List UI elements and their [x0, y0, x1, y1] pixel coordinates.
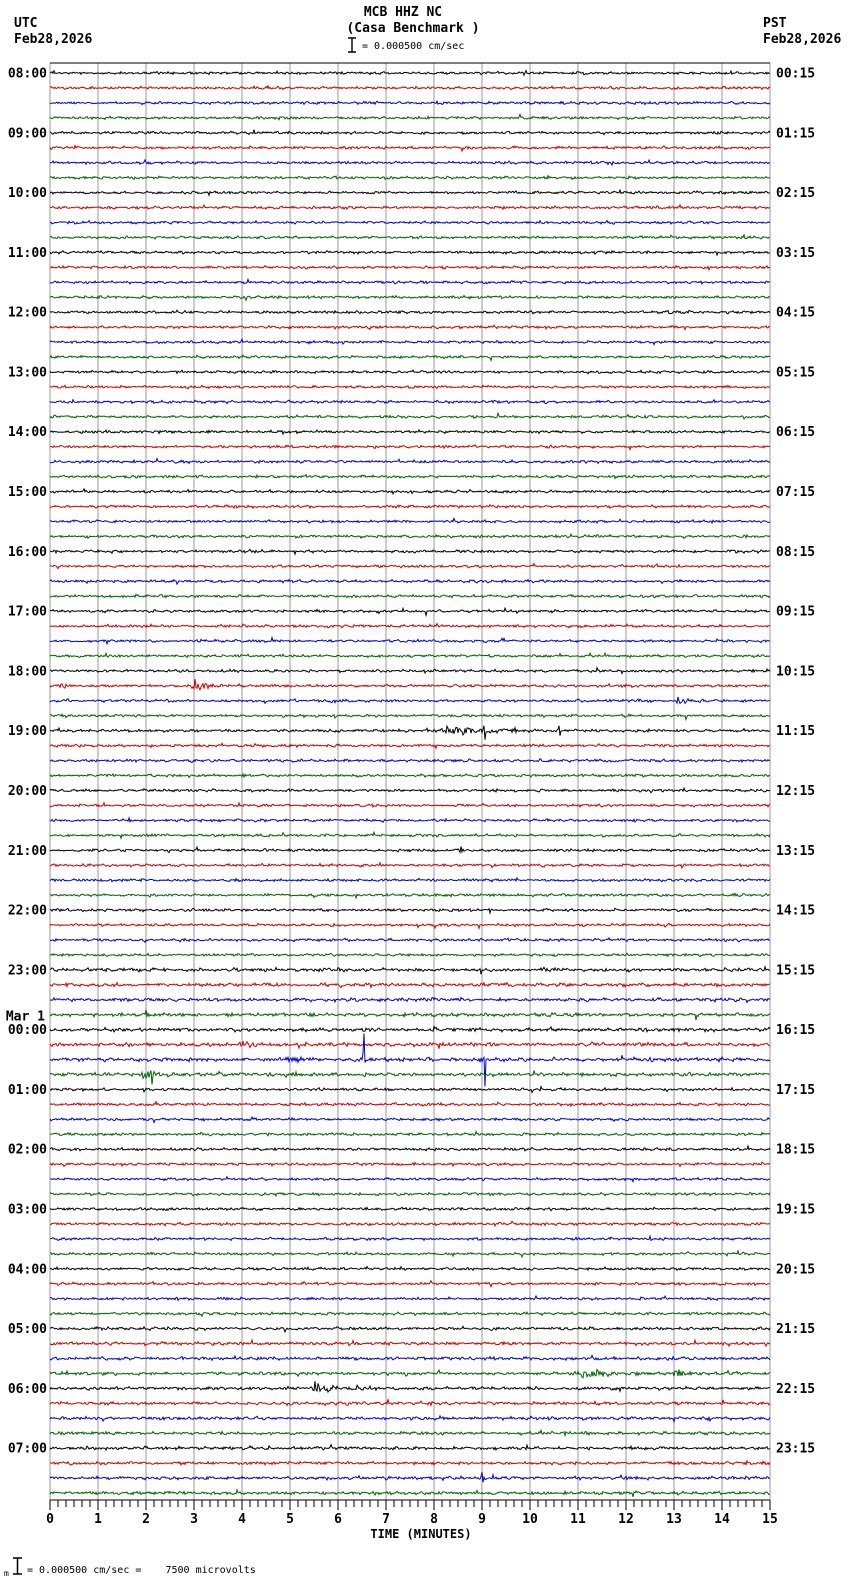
- trace-row-60: [50, 967, 770, 975]
- trace-row-71: [50, 1132, 770, 1136]
- trace-row-4: [50, 130, 770, 135]
- trace-row-9: [50, 205, 770, 209]
- trace-row-14: [50, 279, 770, 284]
- trace-row-79: [50, 1251, 770, 1257]
- pst-hour-label: 16:15: [776, 1023, 816, 1039]
- utc-hour-label: 16:00: [7, 544, 47, 560]
- utc-hour-label: 07:00: [7, 1441, 47, 1457]
- utc-hour-label: 06:00: [7, 1381, 47, 1397]
- trace-row-70: [50, 1117, 770, 1123]
- trace-row-12: [50, 251, 770, 255]
- trace-row-44: [50, 726, 770, 740]
- utc-hour-label: 01:00: [7, 1082, 47, 1098]
- trace-row-27: [50, 475, 770, 479]
- x-tick-label: 1: [94, 1512, 102, 1527]
- trace-row-34: [50, 580, 770, 585]
- utc-hour-label: 04:00: [7, 1262, 47, 1278]
- pst-hour-label: 19:15: [776, 1202, 816, 1218]
- utc-hour-label: 02:00: [7, 1142, 47, 1158]
- pst-hour-label: 12:15: [776, 783, 816, 799]
- trace-row-55: [50, 894, 770, 898]
- trace-row-0: [50, 71, 770, 76]
- trace-row-65: [50, 1041, 770, 1048]
- utc-hour-label: 13:00: [7, 365, 47, 381]
- pst-hour-label: 15:15: [776, 963, 816, 979]
- trace-row-51: [50, 832, 770, 838]
- trace-row-72: [50, 1146, 770, 1151]
- utc-hour-label: 05:00: [7, 1322, 47, 1338]
- pst-hour-label: 20:15: [776, 1262, 816, 1278]
- trace-row-19: [50, 355, 770, 360]
- trace-row-73: [50, 1162, 770, 1166]
- station-title: MCB HHZ NC: [363, 5, 443, 20]
- trace-row-94: [50, 1472, 770, 1482]
- pst-hour-label: 09:15: [776, 604, 816, 620]
- trace-row-57: [50, 923, 770, 928]
- trace-row-47: [50, 774, 770, 778]
- x-tick-label: 0: [46, 1512, 54, 1527]
- trace-row-41: [50, 679, 770, 690]
- x-tick-label: 10: [522, 1512, 538, 1527]
- trace-row-22: [50, 400, 770, 404]
- x-tick-label: 9: [478, 1512, 486, 1527]
- trace-row-39: [50, 653, 770, 657]
- trace-row-68: [50, 1087, 770, 1093]
- trace-row-74: [50, 1177, 770, 1182]
- trace-row-77: [50, 1221, 770, 1226]
- trace-row-15: [50, 296, 770, 301]
- trace-row-85: [50, 1340, 770, 1346]
- trace-row-5: [50, 146, 770, 152]
- trace-row-49: [50, 803, 770, 807]
- trace-row-78: [50, 1236, 770, 1240]
- plot-content: [6, 63, 815, 1527]
- trace-row-20: [50, 370, 770, 374]
- pst-hour-label: 22:15: [776, 1381, 816, 1397]
- trace-row-53: [50, 863, 770, 868]
- trace-row-54: [50, 878, 770, 882]
- utc-hour-label: 00:00: [7, 1023, 47, 1039]
- trace-row-28: [50, 489, 770, 494]
- pst-hour-label: 06:15: [776, 425, 816, 441]
- utc-hour-label: 19:00: [7, 724, 47, 740]
- trace-row-23: [50, 413, 770, 419]
- utc-hour-label: 03:00: [7, 1202, 47, 1218]
- utc-hour-label: 20:00: [7, 783, 47, 799]
- utc-hour-label: 14:00: [7, 425, 47, 441]
- trace-row-52: [50, 847, 770, 853]
- trace-row-67: [50, 1071, 770, 1085]
- trace-row-31: [50, 534, 770, 538]
- trace-row-8: [50, 190, 770, 195]
- trace-row-25: [50, 445, 770, 450]
- x-tick-label: 6: [334, 1512, 342, 1527]
- utc-hour-label: 12:00: [7, 305, 47, 321]
- x-tick-label: 2: [142, 1512, 150, 1527]
- trace-row-82: [50, 1296, 770, 1300]
- x-tick-label: 4: [238, 1512, 246, 1527]
- trace-row-11: [50, 235, 770, 239]
- trace-row-21: [50, 385, 770, 389]
- trace-row-76: [50, 1207, 770, 1210]
- pst-hour-label: 17:15: [776, 1082, 816, 1098]
- trace-row-13: [50, 266, 770, 270]
- pst-hour-label: 04:15: [776, 305, 816, 321]
- trace-row-6: [50, 160, 770, 165]
- footer-prefix: m: [4, 1569, 9, 1578]
- trace-row-29: [50, 505, 770, 509]
- x-tick-label: 15: [762, 1512, 778, 1527]
- pst-date: Feb28,2026: [763, 32, 842, 47]
- trace-row-3: [50, 114, 770, 119]
- utc-hour-label: 15:00: [7, 485, 47, 501]
- trace-row-40: [50, 668, 770, 674]
- trace-row-38: [50, 638, 770, 644]
- trace-row-7: [50, 176, 770, 180]
- trace-row-36: [50, 608, 770, 615]
- x-tick-label: 13: [666, 1512, 682, 1527]
- pst-hour-label: 07:15: [776, 485, 816, 501]
- pst-hour-label: 02:15: [776, 186, 816, 202]
- trace-row-26: [50, 459, 770, 464]
- station-subtitle: (Casa Benchmark ): [346, 21, 480, 36]
- footer-scale-bar-icon: [13, 1558, 22, 1574]
- trace-row-43: [50, 714, 770, 719]
- trace-row-69: [50, 1102, 770, 1106]
- trace-row-61: [50, 983, 770, 988]
- trace-row-32: [50, 549, 770, 554]
- trace-row-80: [50, 1267, 770, 1271]
- utc-hour-label: 22:00: [7, 903, 47, 919]
- x-tick-label: 12: [618, 1512, 634, 1527]
- pst-hour-label: 21:15: [776, 1322, 816, 1338]
- trace-row-30: [50, 518, 770, 523]
- x-tick-label: 3: [190, 1512, 198, 1527]
- trace-row-59: [50, 953, 770, 956]
- pst-hour-label: 13:15: [776, 843, 816, 859]
- trace-row-50: [50, 818, 770, 822]
- trace-row-88: [50, 1381, 770, 1392]
- trace-row-64: [50, 1026, 770, 1032]
- trace-row-37: [50, 624, 770, 628]
- trace-row-75: [50, 1192, 770, 1196]
- pst-hour-label: 05:15: [776, 365, 816, 381]
- trace-row-86: [50, 1356, 770, 1361]
- trace-row-24: [50, 430, 770, 434]
- trace-row-92: [50, 1445, 770, 1450]
- trace-row-45: [50, 743, 770, 748]
- pst-hour-label: 00:15: [776, 66, 816, 82]
- scale-bar-icon: [348, 38, 356, 52]
- trace-row-87: [50, 1370, 770, 1378]
- x-tick-label: 14: [714, 1512, 730, 1527]
- time-axis-label: TIME (MINUTES): [370, 1527, 472, 1541]
- trace-row-83: [50, 1312, 770, 1316]
- pst-hour-label: 10:15: [776, 664, 816, 680]
- utc-hour-label: 21:00: [7, 843, 47, 859]
- trace-row-2: [50, 101, 770, 105]
- trace-row-56: [50, 908, 770, 913]
- scale-label: = 0.000500 cm/sec: [362, 41, 465, 52]
- trace-row-18: [50, 339, 770, 345]
- trace-row-66: [50, 1034, 770, 1087]
- trace-row-48: [50, 788, 770, 793]
- pst-hour-label: 11:15: [776, 724, 816, 740]
- utc-date: Feb28,2026: [14, 32, 93, 47]
- trace-row-17: [50, 325, 770, 329]
- trace-row-89: [50, 1399, 770, 1405]
- footer-scale-label: = 0.000500 cm/sec = 7500 microvolts: [27, 1565, 256, 1576]
- trace-row-90: [50, 1416, 770, 1422]
- utc-date-rollover-label: Mar 1: [5, 1009, 45, 1025]
- utc-hour-label: 23:00: [7, 963, 47, 979]
- pst-hour-label: 14:15: [776, 903, 816, 919]
- pst-hour-label: 08:15: [776, 544, 816, 560]
- trace-row-93: [50, 1461, 770, 1465]
- trace-row-95: [50, 1490, 770, 1497]
- trace-row-16: [50, 310, 770, 314]
- x-tick-label: 7: [382, 1512, 390, 1527]
- trace-row-46: [50, 759, 770, 763]
- utc-hour-label: 10:00: [7, 186, 47, 202]
- trace-row-84: [50, 1326, 770, 1332]
- pst-hour-label: 23:15: [776, 1441, 816, 1457]
- utc-hour-label: 18:00: [7, 664, 47, 680]
- trace-row-63: [50, 1010, 770, 1020]
- utc-label: UTC: [14, 16, 38, 31]
- trace-row-91: [50, 1430, 770, 1435]
- x-tick-label: 8: [430, 1512, 438, 1527]
- pst-label: PST: [763, 16, 787, 31]
- x-tick-label: 11: [570, 1512, 586, 1527]
- trace-row-35: [50, 594, 770, 597]
- utc-hour-label: 17:00: [7, 604, 47, 620]
- pst-hour-label: 18:15: [776, 1142, 816, 1158]
- utc-hour-label: 08:00: [7, 66, 47, 82]
- trace-row-33: [50, 564, 770, 569]
- pst-hour-label: 01:15: [776, 126, 816, 142]
- utc-hour-label: 11:00: [7, 245, 47, 261]
- trace-row-81: [50, 1281, 770, 1287]
- trace-row-1: [50, 86, 770, 90]
- trace-row-10: [50, 221, 770, 225]
- trace-row-58: [50, 938, 770, 943]
- x-tick-label: 5: [286, 1512, 294, 1527]
- trace-row-42: [50, 697, 770, 704]
- utc-hour-label: 09:00: [7, 126, 47, 142]
- trace-row-62: [50, 998, 770, 1003]
- pst-hour-label: 03:15: [776, 245, 816, 261]
